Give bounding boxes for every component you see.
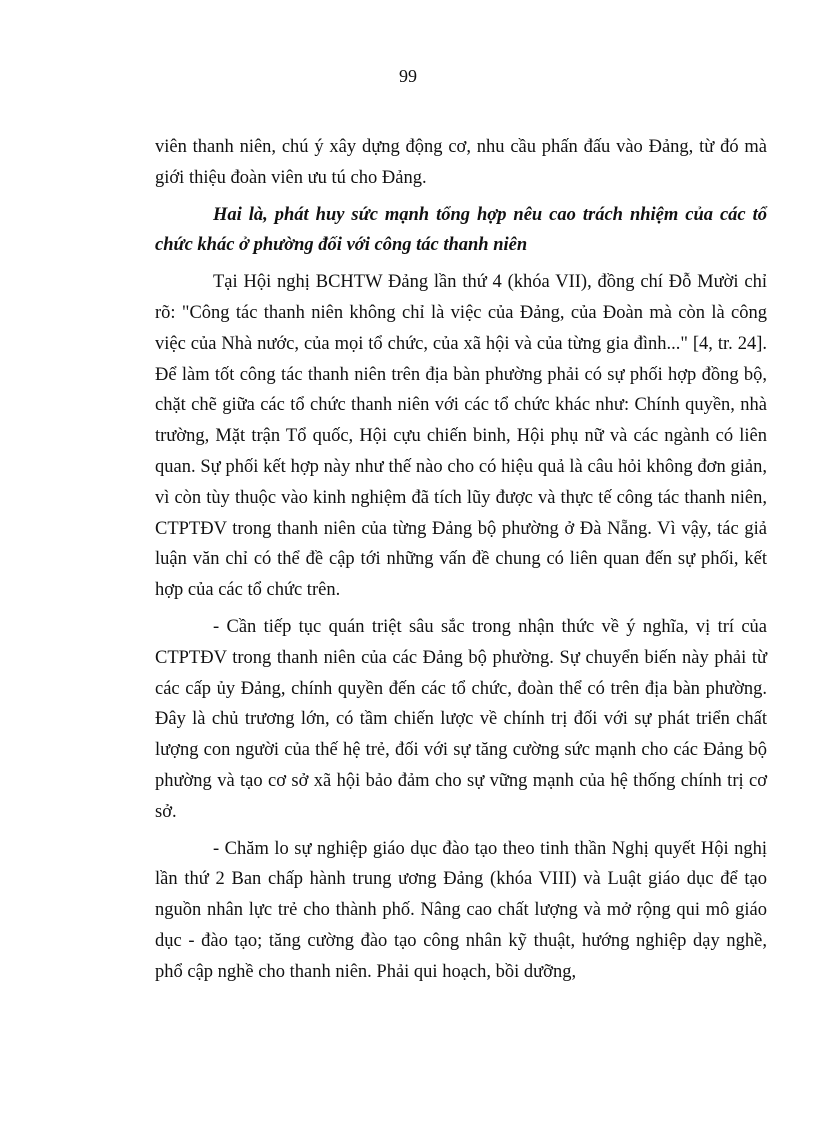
paragraph-2: - Cần tiếp tục quán triệt sâu sắc trong nhận thức về ý nghĩa, vị trí của CTPTĐV trong thanh niên của các Đảng bộ phường. Sự chuyển biến này phải từ các cấp ủy Đảng, chính quyền đến các tổ chức, đoàn thể có trên địa bàn phường. Đây là chủ trương lớn, có tầm chiến lược về chính trị đối với sự phát triển chất lượng con người của thế hệ trẻ, đối với sự tăng cường sức mạnh cho các Đảng bộ phường và tạo cơ sở xã hội bảo đảm cho sự vững mạnh của hệ thống chính trị cơ sở. [155, 616, 767, 822]
paragraph-3: - Chăm lo sự nghiệp giáo dục đào tạo theo tinh thần Nghị quyết Hội nghị lần thứ 2 Ban chấp hành trung ương Đảng (khóa VIII) và Luật giáo dục để tạo nguồn nhân lực trẻ cho thành phố. Nâng cao chất lượng và mở rộng qui mô giáo dục - đào tạo; tăng cường đào tạo công nhân kỹ thuật, hướng nghiệp dạy nghề, phổ cập nghề cho thanh niên. Phải qui hoạch, bồi dưỡng, [155, 838, 767, 982]
section-heading: Hai là, phát huy sức mạnh tổng hợp nêu cao trách nhiệm của các tổ chức khác ở phường đối với công tác thanh niên [155, 204, 767, 256]
paragraph-1: Tại Hội nghị BCHTW Đảng lần thứ 4 (khóa VII), đồng chí Đỗ Mười chỉ rõ: "Công tác thanh niên không chỉ là việc của Đảng, của Đoàn mà còn là công việc của Nhà nước, của mọi tổ chức, của xã hội và của từng gia đình..." [4, tr. 24]. Để làm tốt công tác thanh niên trên địa bàn phường phải có sự phối hợp đồng bộ, chặt chẽ giữa các tổ chức thanh niên với các tổ chức khác như: Chính quyền, nhà trường, Mặt trận Tổ quốc, Hội cựu chiến binh, Hội phụ nữ và các ngành có liên quan. Sự phối kết hợp này như thế nào cho có hiệu quả là câu hỏi không đơn giản, vì còn tùy thuộc vào kinh nghiệm đã tích lũy được và thực tế công tác thanh niên, CTPTĐV trong thanh niên của từng Đảng bộ phường ở Đà Nẵng. Vì vậy, tác giả luận văn chỉ có thể đề cập tới những vấn đề chung có liên quan đến sự phối, kết hợp của các tổ chức trên. [155, 272, 767, 601]
document-body [155, 132, 767, 988]
page-number: 99 [399, 66, 417, 86]
paragraph-continuation: viên thanh niên, chú ý xây dựng động cơ, nhu cầu phấn đấu vào Đảng, từ đó mà giới thiệu đoàn viên ưu tú cho Đảng. [155, 137, 767, 188]
